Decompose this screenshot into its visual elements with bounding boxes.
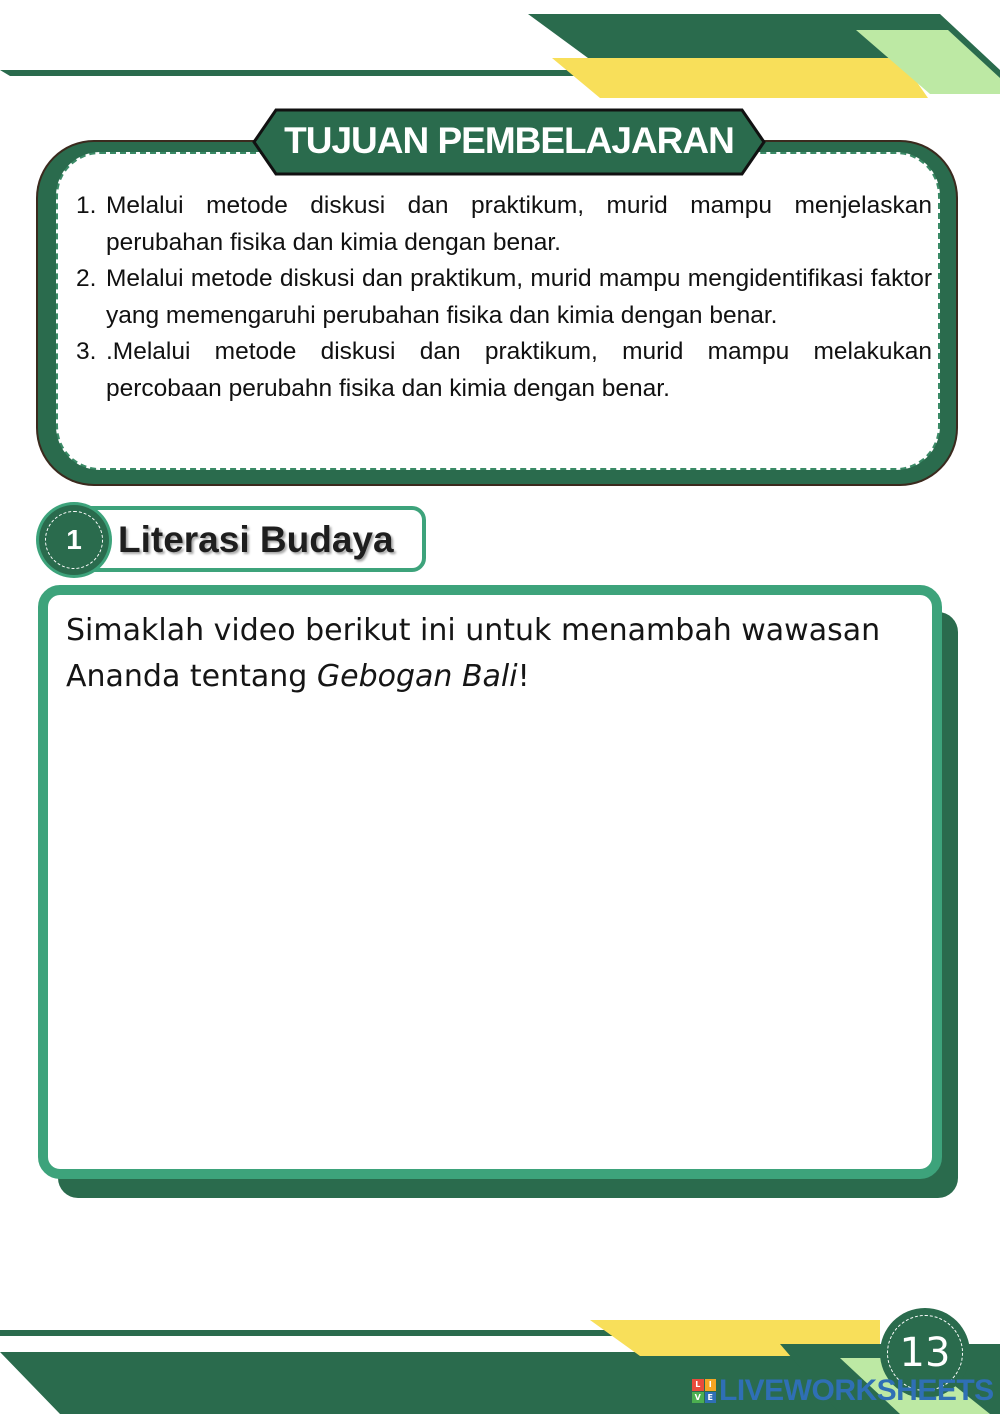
- objective-item: [76, 261, 932, 334]
- section-number: 1: [66, 524, 82, 555]
- liveworksheets-logo-icon: [692, 1379, 716, 1403]
- objective-text: .Melalui metode diskusi dan praktikum, murid mampu melakukan percobaan perubahn fisika dan kimia dengan benar.: [106, 338, 932, 402]
- objective-number: 1.: [76, 192, 97, 219]
- liveworksheets-watermark: [692, 1376, 994, 1406]
- objectives-title: TUJUAN PEMBELAJARAN: [284, 120, 734, 161]
- objective-text: Melalui metode diskusi dan praktikum, murid mampu mengidentifikasi faktor yang memengaruhi perubahan fisika dan kimia dengan benar.: [106, 265, 932, 329]
- instruction-text-main: Simaklah video berikut ini untuk menambah wawasan Ananda tentang: [66, 613, 881, 694]
- instruction-text-end: !: [517, 659, 530, 694]
- objective-item: [76, 188, 932, 261]
- logo-letter: V: [692, 1392, 704, 1404]
- objectives-title-badge: [252, 108, 766, 176]
- objective-number: 3.: [76, 338, 97, 365]
- objectives-list: [76, 188, 932, 407]
- instruction-text: [66, 608, 926, 700]
- instruction-text-topic: Gebogan Bali: [316, 659, 518, 694]
- top-decoration: [0, 0, 1000, 110]
- section-title: Literasi Budaya: [118, 519, 394, 560]
- objective-item: [76, 334, 932, 407]
- objective-text: Melalui metode diskusi dan praktikum, murid mampu menjelaskan perubahan fisika dan kimia dengan benar.: [106, 192, 932, 256]
- objective-number: 2.: [76, 265, 97, 292]
- liveworksheets-text: LIVEWORKSHEETS: [719, 1374, 994, 1407]
- logo-letter: I: [705, 1379, 717, 1391]
- logo-letter: E: [705, 1392, 717, 1404]
- page-number: 13: [899, 1330, 951, 1376]
- logo-letter: L: [692, 1379, 704, 1391]
